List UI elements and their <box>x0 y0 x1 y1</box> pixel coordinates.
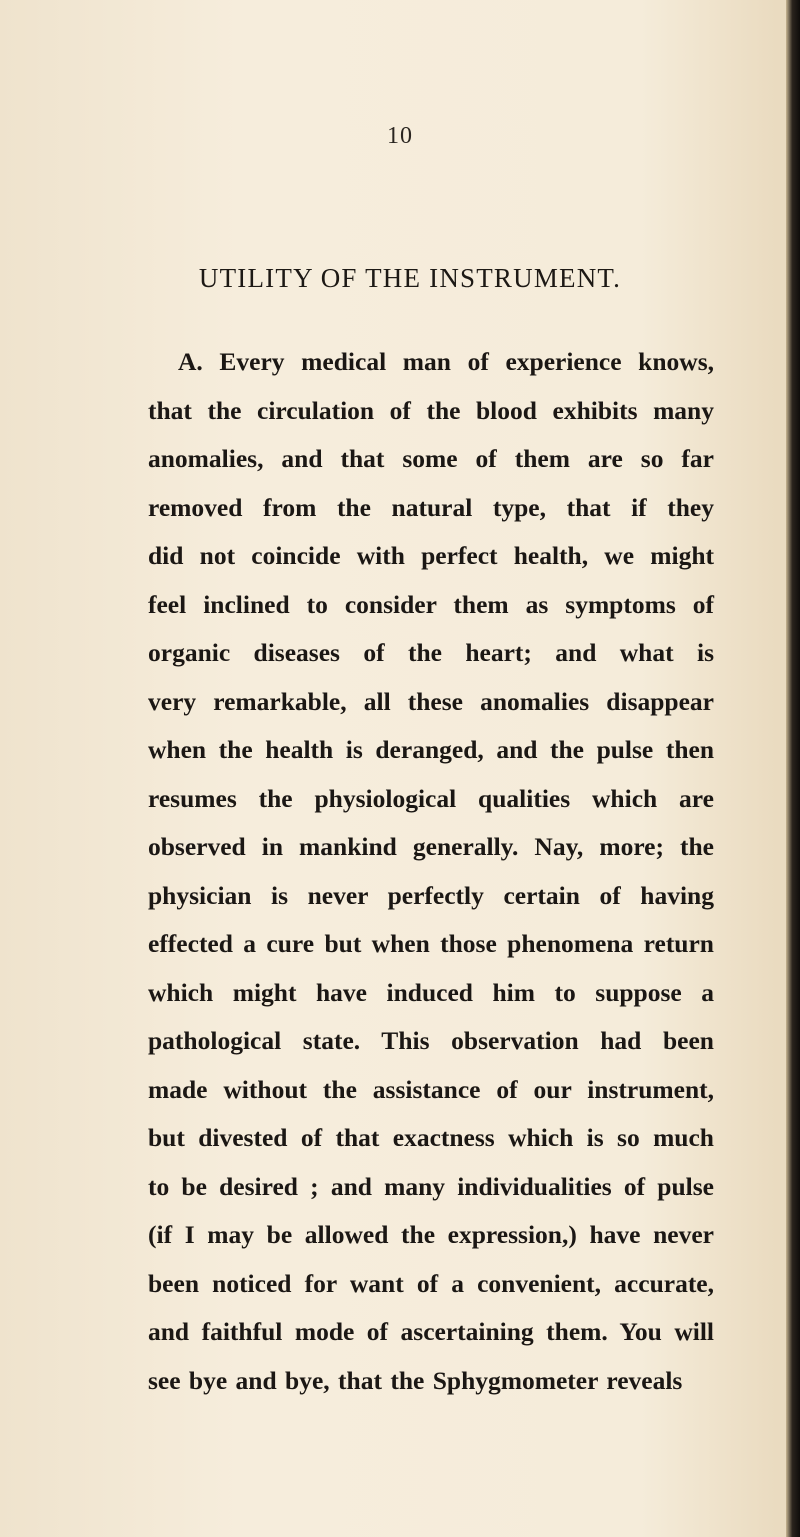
text-line: A. Every medical man of experience knows, <box>178 347 714 376</box>
text-line: feel inclined to consider them as symptoms of <box>148 589 714 619</box>
text-line: but divested of that exactness which is so much <box>148 1123 714 1152</box>
text-line: and faithful mode of ascertaining them. You will <box>148 1317 714 1346</box>
page-number: 10 <box>387 123 413 149</box>
text-line: did not coincide with perfect health, we might <box>148 541 714 570</box>
text-line: resumes the physiological qualities which are <box>148 783 714 813</box>
text-line: been noticed for want of a convenient, accurate, <box>148 1268 714 1298</box>
text-line: organic diseases of the heart; and what is <box>148 638 714 667</box>
body-paragraph <box>148 338 714 1405</box>
text-line: observed in mankind generally. Nay, more; the <box>148 832 714 861</box>
page-edge-shadow <box>786 0 800 1537</box>
text-line: to be desired ; and many individualities of pulse <box>148 1171 714 1201</box>
text-line: pathological state. This observation had been <box>148 1026 714 1055</box>
text-line: which might have induced him to suppose a <box>148 977 714 1007</box>
section-heading: UTILITY OF THE INSTRUMENT. <box>198 263 622 293</box>
text-line: see bye and bye, that the Sphygmometer reveals <box>148 1365 683 1395</box>
text-line: effected a cure but when those phenomena return <box>148 929 714 958</box>
text-line: made without the assistance of our instrument, <box>148 1074 714 1104</box>
text-line: removed from the natural type, that if they <box>148 492 714 522</box>
text-line: when the health is deranged, and the pulse then <box>148 735 714 764</box>
text-line: physician is never perfectly certain of having <box>148 880 714 910</box>
text-line: very remarkable, all these anomalies disappear <box>148 686 714 716</box>
text-line: anomalies, and that some of them are so far <box>148 444 714 473</box>
text-line: that the circulation of the blood exhibits many <box>148 395 714 425</box>
text-line: (if I may be allowed the expression,) have never <box>148 1220 714 1249</box>
